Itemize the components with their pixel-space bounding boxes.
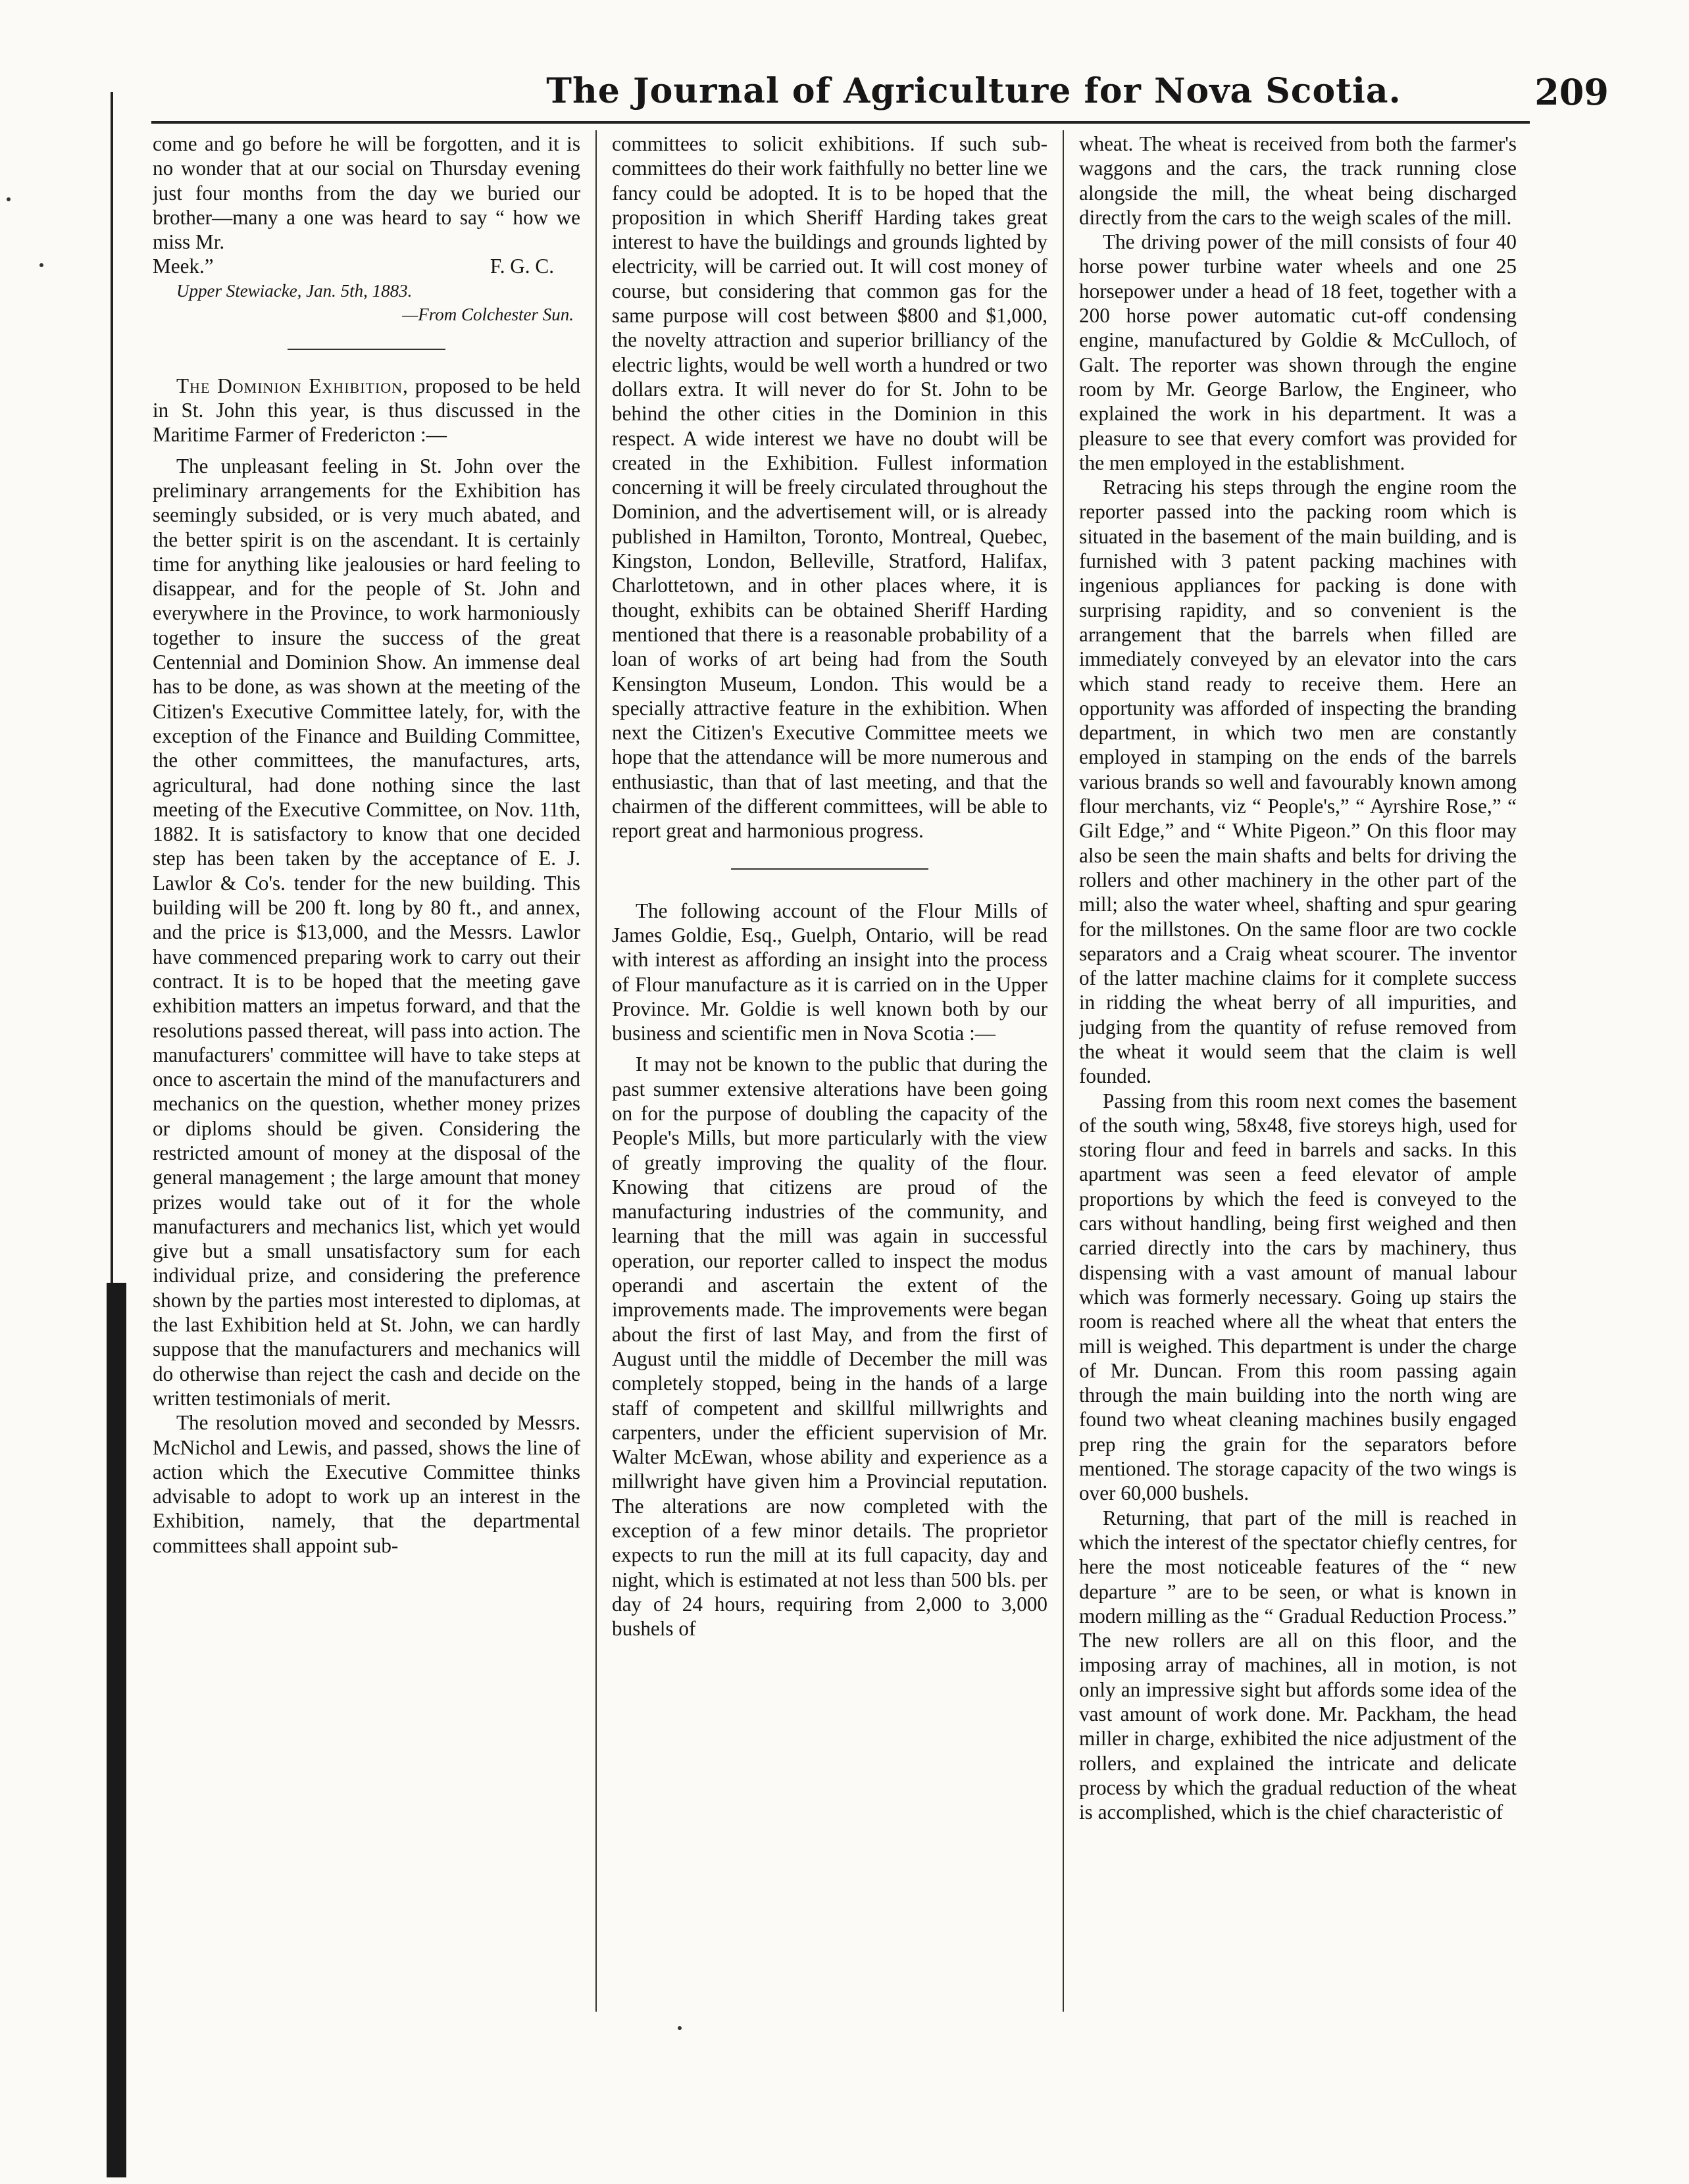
column-rule — [1063, 130, 1064, 2012]
article-lead: The Dominion Exhibition, — [176, 374, 409, 397]
scan-speck — [7, 197, 11, 201]
column-1 — [153, 132, 580, 2039]
article-paragraph: The unpleasant feeling in St. John over the preliminary arrangements for the Exhibition has seemingly subsided, or is very much abated, and the better spirit is on the ascendant. It is certainly time for anything like jealousies or hard feeling to disappear, and for the people of St. John and everywhere in the Province, to work harmoniously together to insure the success of the great Centennial and Dominion Show. An immense deal has to be done, as was shown at the meeting of the Citizen's Executive Committee lately, for, with the exception of the Finance and Building Committee, the other committees, the manufactures, arts, agricultural, had done nothing since the last meeting of the Executive Committee, on Nov. 11th, 1882. It is satisfactory to know that one decided step has been taken by the acceptance of E. J. Lawlor & Co's. tender for the new building. This building will be 200 ft. long by 80 ft., and annex, and the price is $13,000, and the Messrs. Lawlor have commenced preparing work to carry out their contract. It is to be hoped that the meeting gave exhibition matters an impetus forward, and that the resolutions passed thereat, will pass into action. The manufacturers' committee will have to take steps at once to ascertain the mind of the manufacturers and mechanics on the question, whether money prizes or diploms should be given. Considering the restricted amount of money at the disposal of the general management ; the large amount that money prizes would take out of it for the whole manufacturers and mechanics list, which yet would give but a small unsatisfactory sum for each individual prize, and considering the preference shown by the parties most interested to diplomas, at the last Exhibition held at St. John, we can hardly suppose that the manufacturers and mechanics will do otherwise than reject the cash and decide on the written testimonials of merit. — [153, 454, 580, 1410]
article-paragraph: The driving power of the mill consists of four 40 horse power turbine water wheels and one 25 horsepower under a head of 18 feet, together with a 200 horse power automatic cut-off condensing engine, manufactured by Goldie & McCulloch, of Galt. The reporter was shown through the engine room by Mr. George Barlow, the Engineer, who explained the work in his department. It was a pleasure to see that every comfort was provided for the men employed in the establishment. — [1079, 230, 1517, 474]
running-head — [431, 71, 1609, 117]
article-text: Meek.” — [153, 255, 214, 278]
binding-edge — [107, 1283, 126, 2177]
article-paragraph — [153, 374, 580, 447]
signature-row — [153, 254, 580, 278]
journal-title: The Journal of Agriculture for Nova Scotia. — [546, 71, 1401, 111]
section-separator — [731, 868, 928, 870]
scan-speck — [39, 263, 43, 267]
binding-shadow — [111, 92, 113, 1289]
dateline: Upper Stewiacke, Jan. 5th, 1883. — [176, 280, 413, 301]
article-text: proposed to be held in St. John this year, is thus discussed in the Maritime Farmer of Fredericton :— — [153, 374, 580, 447]
article-paragraph: come and go before he will be forgotten, and it is no wonder that at our social on Thursday evening just four months from the day we buried our brother—many a one was heard to say “ how we miss Mr. — [153, 132, 580, 254]
article-paragraph: The following account of the Flour Mills of James Goldie, Esq., Guelph, Ontario, will be read with interest as affording an insight into the process of Flour manufacture as it is carried on in the Upper Province. Mr. Goldie is well known both by our business and scientific men in Nova Scotia :— — [612, 899, 1047, 1045]
column-3 — [1079, 132, 1517, 2039]
article-paragraph: committees to solicit exhibitions. If such sub-committees do their work faithfully no better line we fancy could be adopted. It is to be hoped that the proposition in which Sheriff Harding takes great interest to have the buildings and grounds lighted by electricity, will be carried out. It will cost money of course, but considering that common gas for the same purpose will cost between $800 and $1,000, the novelty attraction and superior brilliancy of the electric lights, would be well worth a hundred or two dollars extra. It will never do for St. John to be behind the other cities in the Dominion in this respect. A wide interest we have no doubt will be created in the Exhibition. Fullest information concerning it will be freely circulated throughout the Dominion, and the advertisement will, or is already published in Hamilton, Toronto, Montreal, Quebec, Kingston, London, Belleville, Stratford, Halifax, Charlottetown, and in other places where, it is thought, exhibits can be obtained Sheriff Harding mentioned that there is a reasonable probability of a loan of works of art being had from the South Kensington Museum, London. This would be a specially attractive feature in the exhibition. When next the Citizen's Executive Committee meets we hope that the attendance will be more numerous and enthusiastic, than that of last meeting, and that the chairmen of the different committees, will be able to report great and harmonious progress. — [612, 132, 1047, 843]
signature: F. G. C. — [490, 255, 554, 278]
page-number: 209 — [1534, 71, 1609, 113]
column-rule — [595, 130, 597, 2012]
article-paragraph: Retracing his steps through the engine room the reporter passed into the packing room which is situated in the basement of the main building, and is furnished with 3 patent packing machines with ingenious appliances for packing is done with surprising rapidity, and so convenient is the arrangement that the barrels when filled are immediately conveyed by an elevator into the cars which stand ready to receive them. Here an opportunity was afforded of inspecting the branding department, in which two men are constantly employed in stamping on the ends of the barrels various brands so well and favourably known among flour merchants, viz “ People's,” “ Ayrshire Rose,” “ Gilt Edge,” and “ White Pigeon.” On this floor may also be seen the main shafts and belts for driving the rollers and other machinery in the other part of the mill; also the water wheel, shafting and spur gearing for the millstones. On the same floor are two cockle separators and a Craig wheat scourer. The inventor of the latter machine claims for it complete success in ridding the wheat berry of all impurities, and judging from the quantity of refuse removed from the wheat it would seem that the claim is well founded. — [1079, 476, 1517, 1088]
article-paragraph: wheat. The wheat is received from both the farmer's waggons and the cars, the track running close alongside the mill, the wheat being discharged directly from the cars to the weigh scales of the mill. — [1079, 132, 1517, 229]
header-rule — [151, 121, 1530, 124]
column-2 — [612, 132, 1047, 2039]
article-paragraph: The resolution moved and seconded by Messrs. McNichol and Lewis, and passed, shows the line of action which the Executive Committee thinks advisable to adopt to work up an interest in the Exhibition, namely, that the departmental committees shall appoint sub- — [153, 1411, 580, 1557]
article-paragraph: It may not be known to the public that during the past summer extensive alterations have been going on for the purpose of doubling the capacity of the People's Mills, but more particularly with the view of greatly improving the quality of the flour. Knowing that citizens are proud of the manufacturing industries of the community, and learning that the mill was again in successful operation, our reporter called to inspect the modus operandi and ascertain the extent of the improvements made. The improvements were began about the first of last May, and from the first of August until the middle of December the mill was completely stopped, being in the hands of a large staff of competent and skillful millwrights and carpenters, under the efficient supervision of Mr. Walter McEwan, whose ability and experience as a millwright have given him a Provincial reputation. The alterations are now completed with the exception of a few minor details. The proprietor expects to run the mill at its full capacity, day and night, which is estimated at not less than 500 bls. per day of 24 hours, requiring from 2,000 to 3,000 bushels of — [612, 1053, 1047, 1641]
article-paragraph: Passing from this room next comes the basement of the south wing, 58x48, five storeys high, used for storing flour and feed in barrels and sacks. In this apartment was seen a feed elevator of ample proportions by which the feed is conveyed to the cars without handling, being first weighed and then carried directly into the cars by machinery, thus dispensing with a vast amount of manual labour which was formerly necessary. Going up stairs the room is reached where all the wheat that enters the mill is weighed. This department is under the charge of Mr. Duncan. From this room passing again through the main building into the north wing are found two wheat cleaning machines busily engaged prep ring the grain for the separators before mentioned. The storage capacity of the two wings is over 60,000 bushels. — [1079, 1089, 1517, 1505]
article-paragraph: Returning, that part of the mill is reached in which the interest of the spectator chiefly centres, for here the most noticeable features of the “ new departure ” are to be seen, or what is known in modern milling as the “ Gradual Reduction Process.” The new rollers are all on this floor, and the imposing array of machines, all in motion, is not only an impressive sight but affords some idea of the vast amount of work done. Mr. Packham, the head miller in charge, exhibited the nice adjustment of the rollers, and explained the intricate and delicate process by which the gradual reduction of the wheat is accomplished, which is the chief characteristic of — [1079, 1506, 1517, 1824]
section-separator — [288, 349, 445, 350]
source-credit: —From Colchester Sun. — [402, 304, 574, 324]
